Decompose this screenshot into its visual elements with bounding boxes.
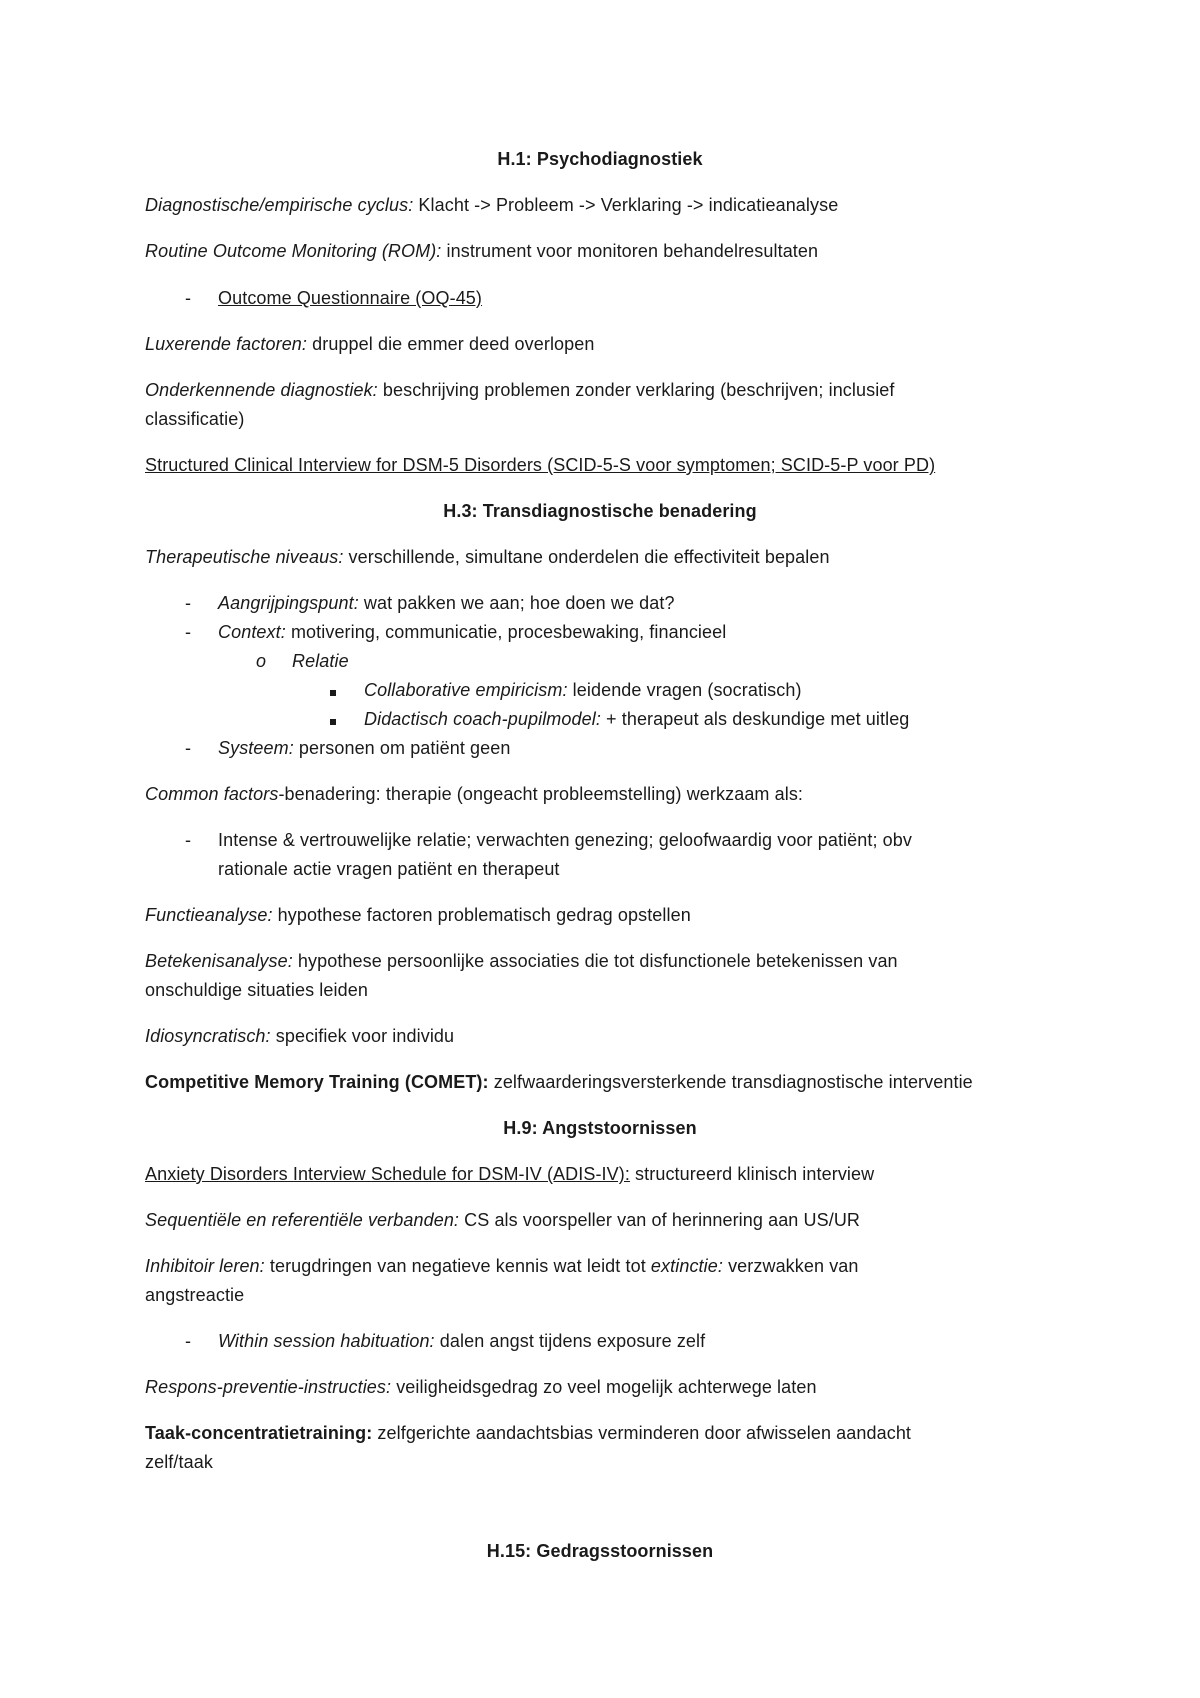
definition: dalen angst tijdens exposure zelf <box>434 1331 706 1351</box>
paragraph-luxerende <box>145 333 595 355</box>
bullet-dash: - <box>185 622 192 642</box>
bullet-dash: - <box>185 288 192 308</box>
definition: motivering, communicatie, procesbewaking, financieel <box>285 622 727 642</box>
list-item-relatie: Relatie <box>292 651 349 671</box>
definition: wat pakken we aan; hoe doen we dat? <box>358 593 675 613</box>
paragraph-inhibitoir <box>145 1255 859 1277</box>
paragraph-sequentiele <box>145 1209 860 1231</box>
paragraph-rom <box>145 240 818 262</box>
term: Inhibitoir leren: <box>145 1256 265 1276</box>
definition: leidende vragen (socratisch) <box>567 680 802 700</box>
definition: terugdringen van negatieve kennis wat leidt tot <box>264 1256 651 1276</box>
bullet-square-icon <box>330 708 336 730</box>
paragraph-inhibitoir-cont: angstreactie <box>145 1285 245 1305</box>
list-item-within-session <box>218 1330 705 1352</box>
paragraph-betekenisanalyse <box>145 950 898 972</box>
definition: + therapeut als deskundige met uitleg <box>600 709 910 729</box>
term: Anxiety Disorders Interview Schedule for DSM-IV (ADIS-IV): <box>145 1164 630 1184</box>
definition: Klacht -> Probleem -> Verklaring -> indicatieanalyse <box>413 195 839 215</box>
term: Idiosyncratisch: <box>145 1026 271 1046</box>
bullet-dash: - <box>185 738 192 758</box>
term: Didactisch coach-pupilmodel: <box>364 709 601 729</box>
term: Diagnostische/empirische cyclus: <box>145 195 414 215</box>
term: Within session habituation: <box>218 1331 435 1351</box>
term: Aangrijpingspunt: <box>218 593 359 613</box>
term: Functieanalyse: <box>145 905 273 925</box>
definition: verzwakken van <box>722 1256 859 1276</box>
definition: specifiek voor individu <box>270 1026 455 1046</box>
list-item-oq45: Outcome Questionnaire (OQ-45) <box>218 288 483 308</box>
term: Collaborative empiricism: <box>364 680 568 700</box>
list-item-context <box>218 621 726 643</box>
list-item-systeem <box>218 737 510 759</box>
definition: zelfgerichte aandachtsbias verminderen door afwisselen aandacht <box>372 1423 912 1443</box>
heading-h15: H.15: Gedragsstoornissen <box>486 1541 714 1561</box>
term: Therapeutische niveaus: <box>145 547 344 567</box>
term: Common factors <box>145 784 279 804</box>
bullet-dash: - <box>185 593 192 613</box>
paragraph-therapeutische <box>145 546 830 568</box>
definition: instrument voor monitoren behandelresultaten <box>441 241 819 261</box>
list-item-collaborative <box>364 679 802 701</box>
paragraph-adis <box>145 1163 874 1185</box>
bullet-circle: o <box>256 651 267 671</box>
term: Competitive Memory Training (COMET): <box>145 1072 489 1092</box>
paragraph-functieanalyse <box>145 904 691 926</box>
paragraph-idiosyncratisch <box>145 1025 454 1047</box>
definition: veiligheidsgedrag zo veel mogelijk achterwege laten <box>391 1377 817 1397</box>
paragraph-taak-concentratie-cont: zelf/taak <box>145 1452 213 1472</box>
term: Systeem: <box>218 738 294 758</box>
term: Context: <box>218 622 286 642</box>
paragraph-onderkennende-cont: classificatie) <box>145 409 245 429</box>
list-item-didactisch <box>364 708 909 730</box>
term: Respons-preventie-instructies: <box>145 1377 392 1397</box>
list-item-intense-cont: rationale actie vragen patiënt en therapeut <box>218 859 560 879</box>
definition: verschillende, simultane onderdelen die effectiviteit bepalen <box>343 547 830 567</box>
term: Routine Outcome Monitoring (ROM): <box>145 241 442 261</box>
paragraph-cyclus <box>145 194 838 216</box>
definition: druppel die emmer deed overlopen <box>307 334 595 354</box>
term: Luxerende factoren: <box>145 334 308 354</box>
definition: hypothese persoonlijke associaties die tot disfunctionele betekenissen van <box>292 951 898 971</box>
list-item-aangrijpingspunt <box>218 592 675 614</box>
paragraph-comet <box>145 1071 973 1093</box>
definition: personen om patiënt geen <box>293 738 511 758</box>
paragraph-betekenisanalyse-cont: onschuldige situaties leiden <box>145 980 368 1000</box>
term: Sequentiële en referentiële verbanden: <box>145 1210 460 1230</box>
paragraph-respons-preventie <box>145 1376 817 1398</box>
definition: -benadering: therapie (ongeacht probleemstelling) werkzaam als: <box>278 784 804 804</box>
paragraph-onderkennende <box>145 379 895 401</box>
paragraph-scid5: Structured Clinical Interview for DSM-5 Disorders (SCID-5-S voor symptomen; SCID-5-P voor PD) <box>145 455 936 475</box>
term: extinctie: <box>650 1256 723 1276</box>
term: Taak-concentratietraining: <box>145 1423 373 1443</box>
definition: beschrijving problemen zonder verklaring (beschrijven; inclusief <box>377 380 895 400</box>
heading-h3: H.3: Transdiagnostische benadering <box>443 501 757 521</box>
definition: hypothese factoren problematisch gedrag opstellen <box>272 905 691 925</box>
heading-h1: H.1: Psychodiagnostiek <box>497 149 703 169</box>
heading-h9: H.9: Angststoornissen <box>503 1118 697 1138</box>
paragraph-taak-concentratie <box>145 1422 911 1444</box>
term: Onderkennende diagnostiek: <box>145 380 378 400</box>
bullet-square-icon <box>330 679 336 701</box>
bullet-dash: - <box>185 1331 192 1351</box>
bullet-dash: - <box>185 830 192 850</box>
definition: structureerd klinisch interview <box>629 1164 875 1184</box>
list-item-intense: Intense & vertrouwelijke relatie; verwachten genezing; geloofwaardig voor patiënt; obv <box>218 830 912 850</box>
term: Betekenisanalyse: <box>145 951 293 971</box>
paragraph-common-factors <box>145 783 803 805</box>
definition: CS als voorspeller van of herinnering aan US/UR <box>459 1210 861 1230</box>
definition: zelfwaarderingsversterkende transdiagnostische interventie <box>488 1072 973 1092</box>
